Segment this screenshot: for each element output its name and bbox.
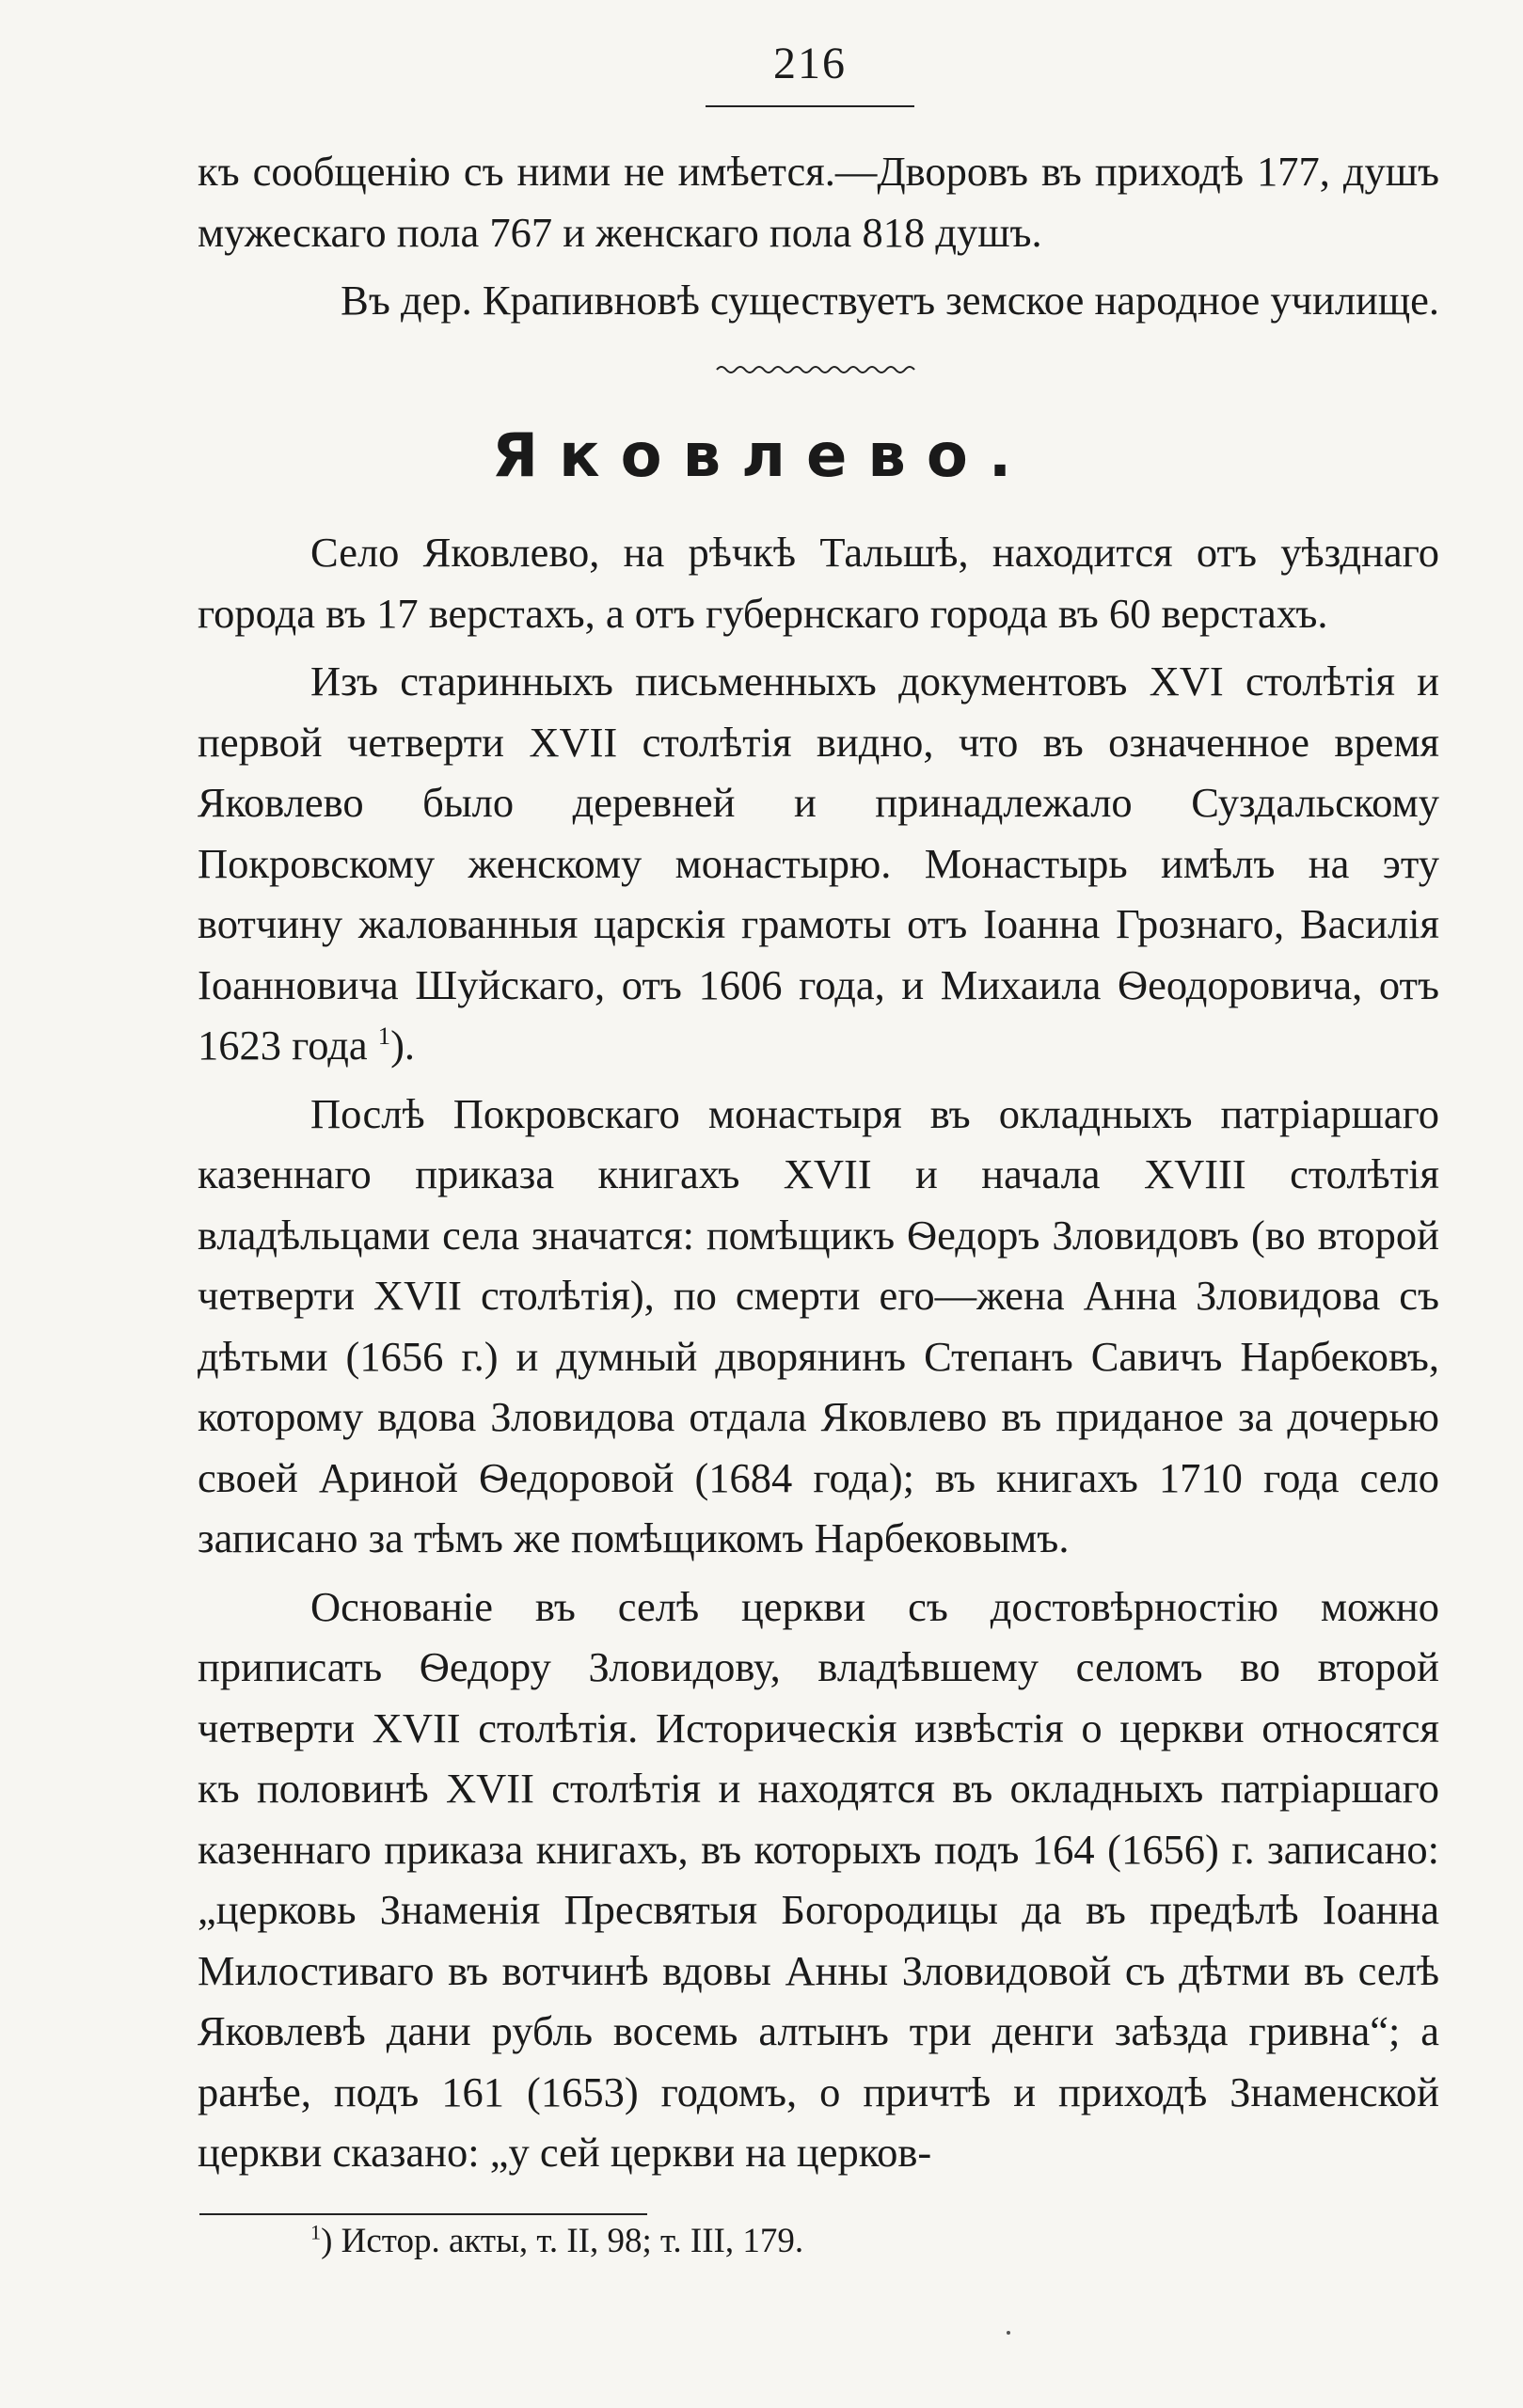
section-title: Яковлево. xyxy=(491,421,1033,491)
footnote-reference: 1 xyxy=(377,1022,391,1051)
footnote-mark: 1 xyxy=(310,2220,322,2244)
school-note: Въ дер. Крапивновѣ существуетъ земское народное училище. xyxy=(341,277,1439,324)
paragraph-church: Основаніе въ селѣ церкви съ достовѣрностію можно приписать Ѳедору Зловидову, владѣвшему селомъ во второй четверти XVII столѣтія. Историческія извѣстія о церкви относятся къ половинѣ XVII столѣтія и находятся въ окладныхъ патріаршаго казеннаго приказа книгахъ, въ которыхъ подъ 164 (1656) г. записано: „церковь Знаменія Пресвятыя Богородицы да въ предѣлѣ Іоанна Милостиваго въ вотчинѣ вдовы Анны Зловидовой съ дѣтми въ селѣ Яковлевѣ дани рубль восемь алтынъ три денги заѣзда гривна“; а ранѣе, подъ 161 (1653) годомъ, о причтѣ и приходѣ Знаменской церкви сказано: „у сей церкви на церков- xyxy=(198,1582,1439,2176)
paragraph-owners: Послѣ Покровскаго монастыря въ окладныхъ патріаршаго казеннаго приказа книгахъ XVII и начала XVIII столѣтія владѣльцами села значатся: помѣщикъ Ѳедоръ Зловидовъ (во второй четверти XVII столѣтія), по смерти его—жена Анна Зловидова съ дѣтьми (1656 г.) и думный дворянинъ Степанъ Савичъ Нарбековъ, которому вдова Зловидова отдала Яковлево въ приданое за дочерью своей Ариной Ѳедоровой (1684 года); въ книгахъ 1710 года село записано за тѣмъ же помѣщикомъ Нарбековымъ. xyxy=(198,1089,1439,1561)
wavy-divider-ornament xyxy=(715,360,917,379)
page-number: 216 xyxy=(773,39,847,88)
main-text xyxy=(198,522,1439,2183)
footnote-rule xyxy=(199,2213,647,2215)
paragraph-history-text: Изъ старинныхъ письменныхъ документовъ XVI столѣтія и первой четверти XVII столѣтія видно, что въ означенное время Яковлево было деревней и принадлежало Суздальскому Покровскому женскому монастырю. Монастырь имѣлъ на эту вотчину жалованныя царскія грамоты отъ Іоанна Грознаго, Василія Іоанновича Шуйскаго, отъ 1606 года, и Михаила Ѳеодоровича, отъ 1623 года xyxy=(198,657,1439,1069)
page-number-rule xyxy=(706,105,914,107)
footnote-text: ) Истор. акты, т. II, 98; т. III, 179. xyxy=(321,2222,804,2260)
footnote xyxy=(310,2218,1345,2265)
continuation-text xyxy=(198,141,1439,331)
paragraph-history xyxy=(198,651,1439,1076)
footnote-reference-close: ). xyxy=(390,1022,416,1069)
continuation-paragraph: къ сообщенію съ ними не имѣется.—Дворовъ въ приходѣ 177, душъ мужескаго пола 767 и женскаго пола 818 душъ. xyxy=(198,148,1439,256)
paragraph-location: Село Яковлево, на рѣчкѣ Тальшѣ, находится отъ уѣзднаго города въ 17 верстахъ, а отъ губернскаго города въ 60 верстахъ. xyxy=(198,529,1439,637)
paper-speck xyxy=(1007,2331,1010,2335)
